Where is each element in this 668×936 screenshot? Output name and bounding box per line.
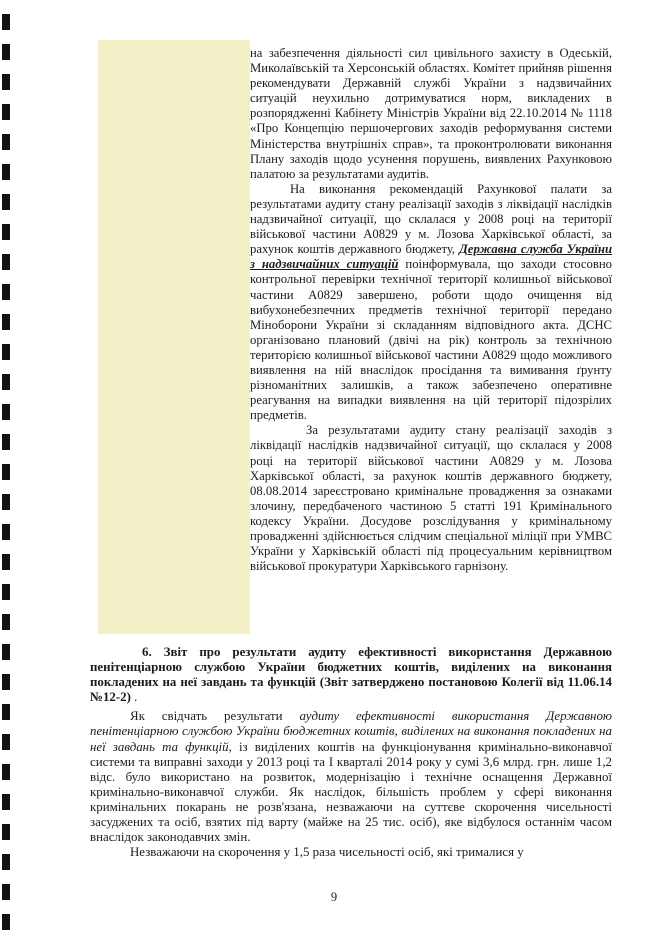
binder-holes: [0, 0, 14, 936]
binder-hole: [2, 824, 10, 840]
binder-hole: [2, 284, 10, 300]
binder-hole: [2, 764, 10, 780]
binder-hole: [2, 224, 10, 240]
binder-hole: [2, 614, 10, 630]
paragraph-continuation: Незважаючи на скорочення у 1,5 раза чисельності осіб, які трималися у: [130, 845, 524, 860]
binder-hole: [2, 74, 10, 90]
binder-hole: [2, 854, 10, 870]
binder-hole: [2, 434, 10, 450]
binder-hole: [2, 554, 10, 570]
agency-name-emphasis: Державна служба України з надзвичайних ситуацій: [250, 242, 613, 272]
binder-hole: [2, 794, 10, 810]
paragraph-text: поінформувала, що заходи стосовно контрольної перевірки технічної території колишньої військової частини А0829 завершено, роботи щодо очищення від вибухонебезпечних предметів технічної території передано Міноборони України зі складанням відповідного акта. ДСНС організовано плановий (двічі на рік) контроль за технічною територією колишньої військової частини А0829 щодо можливого виявлення на ній внаслідок просідання та вимивання ґрунту різноманітних залишків, а також забезпечено оперативне реагування на випадки виявлення на цій території підозрілих предметів.: [250, 257, 612, 423]
binder-hole: [2, 134, 10, 150]
margin-highlight: [98, 40, 250, 634]
binder-hole: [2, 404, 10, 420]
binder-hole: [2, 644, 10, 660]
binder-hole: [2, 14, 10, 30]
paragraph-text: Як свідчать результати: [130, 709, 300, 724]
paragraph-committee-decision: на забезпечення діяльності сил цивільного захисту в Одеській, Миколаївській та Херсонській областях. Комітет прийняв рішення рекомендувати Державній службі України з надзвичайних ситуацій неухильно дотримуватися норм, викладених в розпорядженні Кабінету Міністрів України від 22.10.2014 № 1118 «Про Концепцію першочергових заходів реформування системи Міністерства внутрішніх справ», та проконтролювати виконання Плану заходів щодо усунення порушень, виявлених Рахунковою палатою за результатами аудитів.: [250, 46, 612, 181]
binder-hole: [2, 674, 10, 690]
binder-hole: [2, 164, 10, 180]
section-heading: [90, 645, 612, 705]
binder-hole: [2, 704, 10, 720]
audit-title-emphasis: аудиту ефективності використання Державною пенітенціарною службою України бюджетних коштів, виділених на виконання покладених на неї завдань та функцій: [90, 709, 612, 754]
binder-hole: [2, 584, 10, 600]
binder-hole: [2, 374, 10, 390]
section-heading-tail: .: [130, 690, 138, 705]
paragraph-text: На виконання рекомендацій Рахункової палати за результатами аудиту стану реалізації заходів з ліквідації наслідків надзвичайної ситуації, що склалася у 2008 році на території військової частини А0829 у м. Лозова Харківської області, за рахунок коштів державного бюджету,: [250, 181, 612, 257]
binder-hole: [2, 254, 10, 270]
paragraph-text: , із виділених коштів на функціонування кримінально-виконавчої системи та виправні заходи у 2013 році та І кварталі 2014 року у сумі 3,6 млрд. грн. лише 1,2 відс. було використано на розвиток, модернізацію і технічне оснащення Державної кримінально-виконавчої служби. Як наслідок, більшість проблем у сфері виконання кримінальних покарань не розв'язана, незважаючи на суттєве скорочення чисельності засуджених та осіб, взятих під варту (майже на 25 тис. осіб), яке відбулося останнім часом внаслідок законодавчих змін.: [90, 739, 613, 845]
paragraph-dsns-response: [250, 182, 612, 424]
text-column: [250, 46, 612, 574]
paragraph-criminal-proceeding: За результатами аудиту стану реалізації заходів з ліквідації наслідків надзвичайної ситуації, що склалася у 2008 році на території військової частини А0829 у м. Лозова Харківської області, за рахунок коштів державного бюджету, 08.08.2014 зареєстровано кримінальне провадження за ознаками злочину, передбаченого частиною 5 статті 191 Кримінального кодексу України. Досудове розслідування у кримінальному провадженні здійснюється слідчим спеціальної міліції при УМВС України у Харківській області під процесуальним керівництвом військової прокуратури Харківського гарнізону.: [250, 423, 612, 574]
binder-hole: [2, 44, 10, 60]
binder-hole: [2, 314, 10, 330]
binder-hole: [2, 914, 10, 930]
section-6: [90, 645, 612, 860]
page-number: 9: [330, 890, 338, 904]
binder-hole: [2, 104, 10, 120]
section-heading-text: 6. Звіт про результати аудиту ефективності використання Державною пенітенціарною службою України бюджетних коштів, виділених на виконання покладених на неї завдань та функцій (Звіт затверджено постановою Колегії від 11.06.14 №12-2): [90, 645, 612, 705]
binder-hole: [2, 494, 10, 510]
binder-hole: [2, 464, 10, 480]
binder-hole: [2, 734, 10, 750]
binder-hole: [2, 344, 10, 360]
binder-hole: [2, 194, 10, 210]
paragraph-audit-results: [90, 709, 612, 845]
binder-hole: [2, 524, 10, 540]
